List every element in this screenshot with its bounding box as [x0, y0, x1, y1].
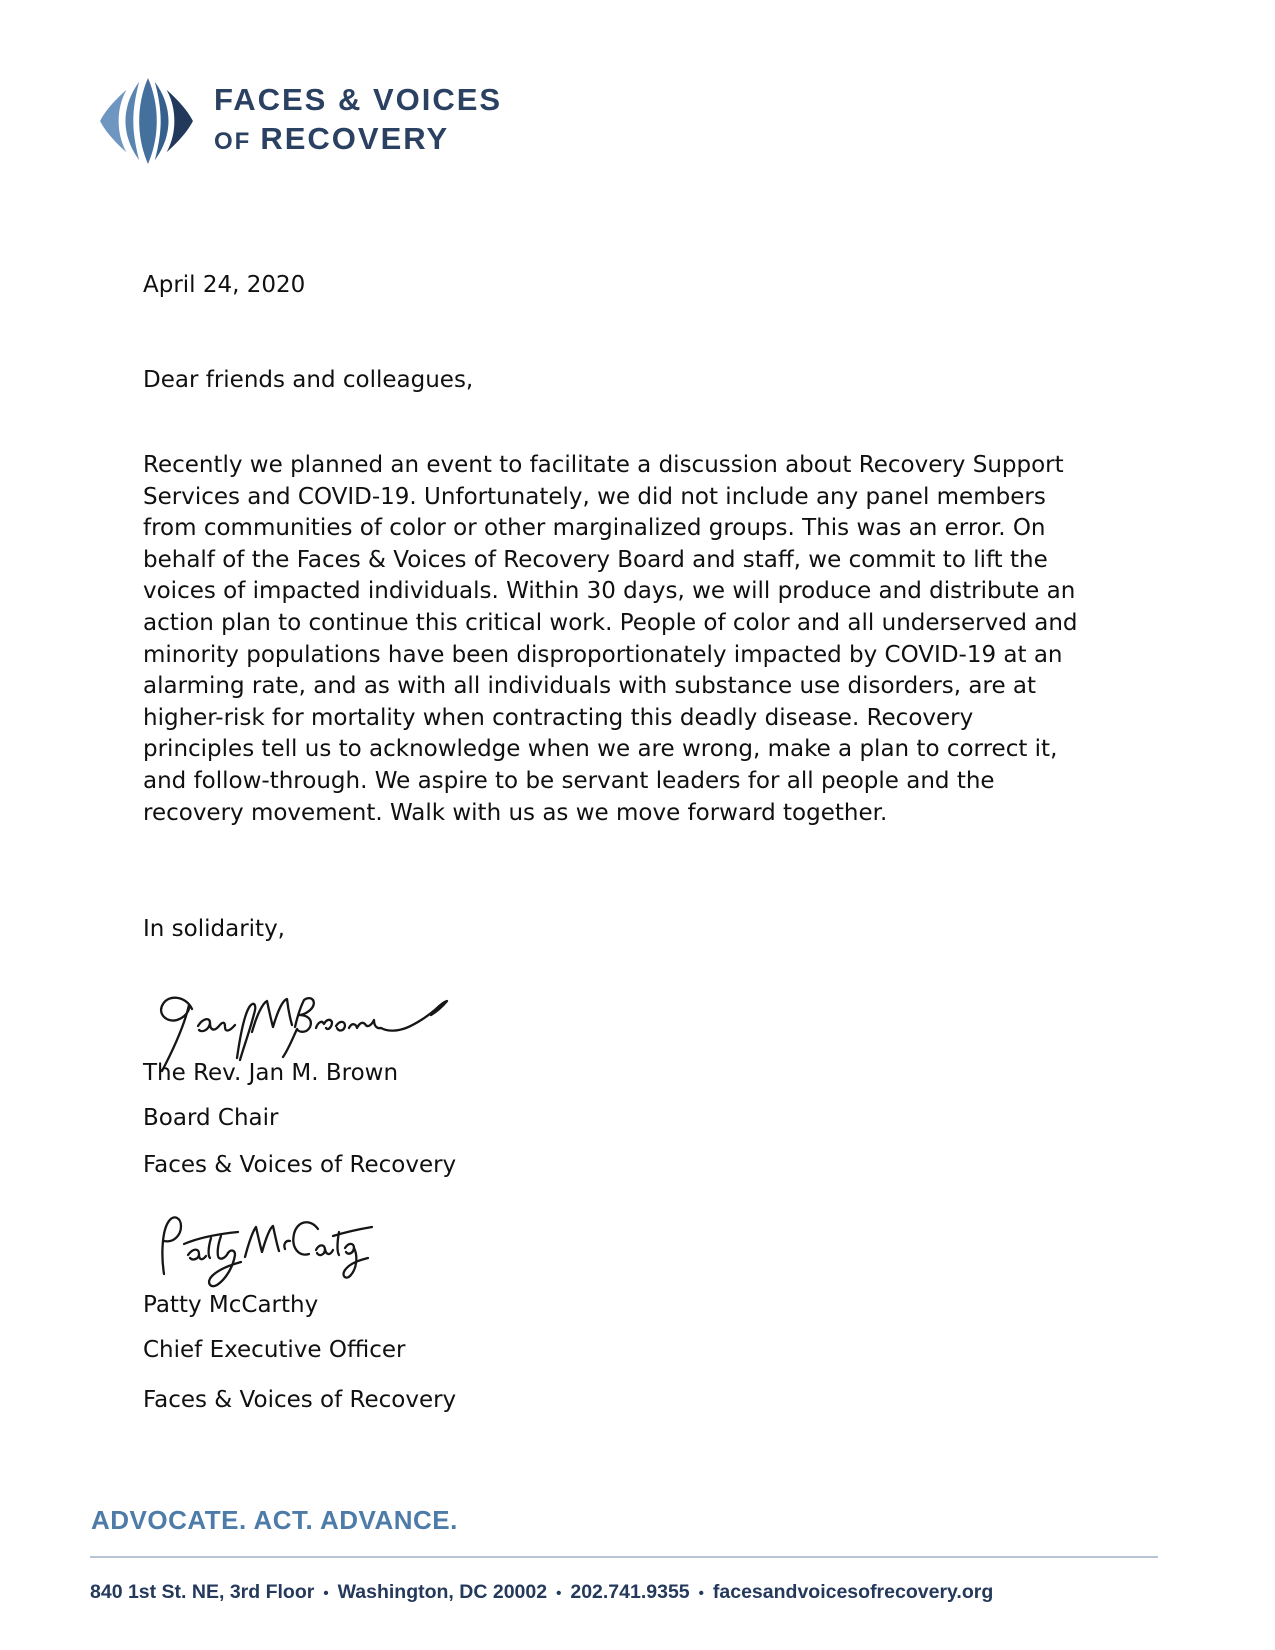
signer2-organization: Faces & Voices of Recovery: [143, 1387, 457, 1413]
phone-number: 202.741.9355: [570, 1581, 690, 1603]
tagline: ADVOCATE. ACT. ADVANCE.: [91, 1505, 458, 1535]
salutation: Dear friends and colleagues,: [143, 367, 474, 393]
website-url: facesandvoicesofrecovery.org: [712, 1581, 994, 1603]
footer-divider: [90, 1556, 1158, 1558]
signer1-organization: Faces & Voices of Recovery: [143, 1152, 457, 1178]
logo-line1: FACES & VOICES: [214, 82, 503, 117]
bullet-separator: •: [698, 1585, 704, 1602]
letter-date: April 24, 2020: [143, 272, 306, 298]
signer2-name: Patty McCarthy: [143, 1292, 319, 1318]
footer-contact-line: [90, 1581, 993, 1604]
closing-line: In solidarity,: [143, 916, 285, 942]
letter-body-paragraph: Recently we planned an event to facilitate a discussion about Recovery Support Services and COVID-19. Unfortunately, we did not include any panel members from communities of color or other marginalized groups. This was an error. On behalf of the Faces & Voices of Recovery Board and staff, we commit to lift the voices of impacted individuals. Within 30 days, we will produce and distribute an action plan to continue this critical work. People of color and all underserved and minority populations have been disproportionately impacted by COVID-19 at an alarming rate, and as with all individuals with substance use disorders, are at higher-risk for mortality when contracting this deadly disease. Recovery principles tell us to acknowledge when we are wrong, make a plan to correct it, and follow-through. We aspire to be servant leaders for all people and the recovery movement. Walk with us as we move forward together.: [143, 452, 1078, 826]
street-address: 840 1st St. NE, 3rd Floor: [90, 1581, 315, 1603]
signer1-name: The Rev. Jan M. Brown: [143, 1060, 399, 1086]
letterhead-logo: [93, 77, 502, 165]
signer2-title: Chief Executive Officer: [143, 1337, 406, 1363]
signer1-title: Board Chair: [143, 1105, 279, 1131]
logo-recovery: RECOVERY: [260, 121, 450, 156]
bullet-separator: •: [556, 1585, 562, 1602]
patty-mccarthy-signature-image: [150, 1212, 380, 1296]
logo-of: OF: [214, 128, 252, 155]
logo-wordmark: [214, 84, 502, 154]
sound-waves-logo-icon: [93, 77, 200, 165]
city-state-zip: Washington, DC 20002: [337, 1581, 548, 1603]
bullet-separator: •: [323, 1585, 329, 1602]
